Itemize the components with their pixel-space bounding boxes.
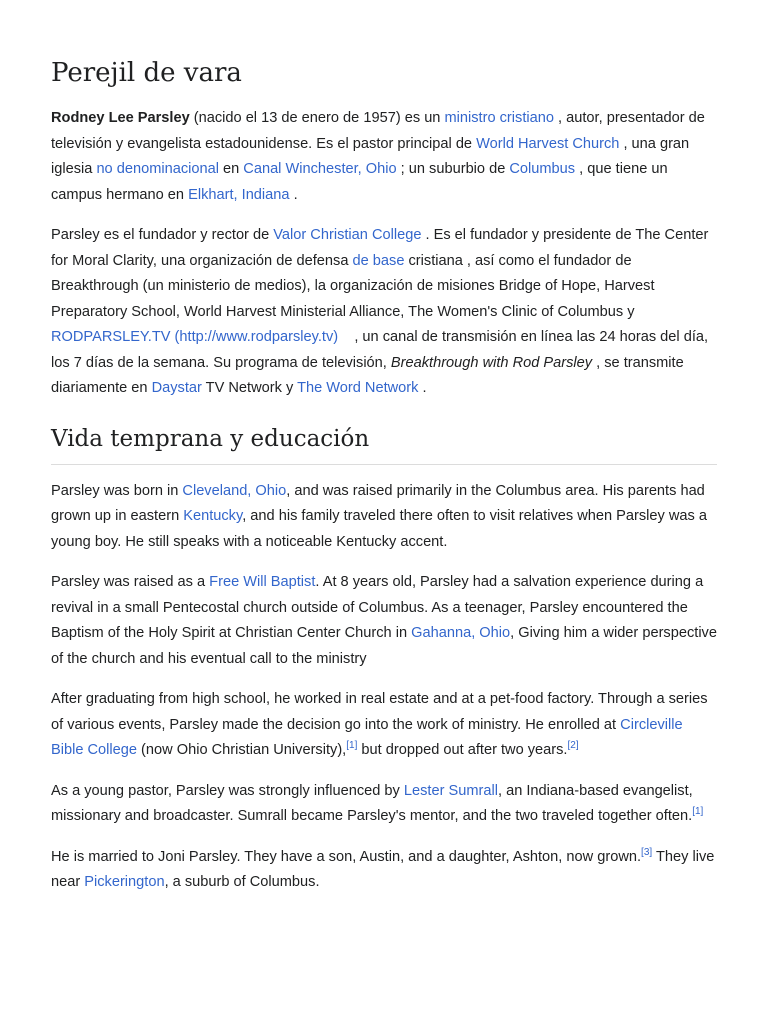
link-elkhart-indiana[interactable]: Elkhart, Indiana: [188, 186, 290, 203]
link-world-harvest-church[interactable]: World Harvest Church: [476, 135, 620, 152]
link-pickerington[interactable]: Pickerington: [84, 874, 165, 890]
section-heading: Vida temprana y educación: [51, 422, 717, 465]
link-kentucky[interactable]: Kentucky: [183, 508, 243, 524]
link-cleveland-ohio[interactable]: Cleveland, Ohio: [182, 482, 287, 499]
link-circleville-bible-college[interactable]: Circleville Bible College: [51, 716, 683, 758]
reference-2[interactable]: [2]: [567, 740, 579, 752]
article-subject: Rodney Lee Parsley: [51, 110, 190, 126]
paragraph: He is married to Joni Parsley. They have a son, Austin, and a daughter, Ashton, now grown.[3] They live near Pickerington, a suburb of Columbus.: [51, 846, 715, 890]
paragraph: Parsley was born in Cleveland, Ohio, and was raised primarily in the Columbus area. His parents had grown up in eastern Kentucky, and his family traveled there often to visit relatives when Parsley was a young boy. He still speaks with a noticeable Kentucky accent.: [51, 482, 707, 550]
paragraph: As a young pastor, Parsley was strongly influenced by Lester Sumrall, an Indiana-based evangelist, missionary and broadcaster. Sumrall became Parsley's mentor, and the two traveled together often.[1]: [51, 782, 704, 824]
page-title: Perejil de vara: [51, 58, 242, 88]
show-title: Breakthrough with Rod Parsley: [390, 354, 593, 371]
link-de-base[interactable]: de base: [352, 252, 405, 269]
link-valor-christian-college[interactable]: Valor Christian College: [273, 227, 422, 243]
link-the-word-network[interactable]: The Word Network: [297, 380, 419, 396]
paragraph: Parsley was raised as a Free Will Baptist. At 8 years old, Parsley had a salvation experience during a revival in a small Pentecostal church outside of Columbus. As a teenager, Parsley encountered the Baptism of the Holy Spirit at Christian Center Church in Gahanna, Ohio, Giving him a wider perspective of the church and his eventual call to the ministry: [51, 574, 717, 667]
reference-1[interactable]: [1]: [692, 806, 704, 818]
early-life-section: [51, 479, 717, 896]
paragraph: Rodney Lee Parsley (nacido el 13 de enero de 1957) es un ministro cristiano , autor, presentador de televisión y evangelista estadounidense. Es el pastor principal de World Harvest Church , una gran iglesia no denominacional en Canal Winchester, Ohio ; un suburbio de Columbus , que tiene un campus hermano en Elkhart, Indiana .: [51, 110, 705, 203]
link-gahanna-ohio[interactable]: Gahanna, Ohio: [411, 625, 511, 641]
link-no-denominacional[interactable]: no denominacional: [96, 161, 219, 177]
link-canal-winchester[interactable]: Canal Winchester, Ohio: [243, 161, 397, 177]
link-free-will-baptist[interactable]: Free Will Baptist: [209, 574, 316, 590]
paragraph: After graduating from high school, he worked in real estate and at a pet-food factory. Through a series of various events, Parsley made the decision go into the work of ministry. He enrolled at Circleville Bible College (now Ohio Christian University),[1] but dropped out after two years.[2]: [51, 691, 708, 758]
intro-section: [51, 106, 717, 402]
link-columbus[interactable]: Columbus: [509, 161, 576, 177]
link-daystar[interactable]: Daystar: [151, 380, 202, 396]
paragraph: Parsley es el fundador y rector de Valor Christian College . Es el fundador y presidente de The Center for Moral Clarity, una organización de defensa de base cristiana , así como el fundador de Breakthrough (un ministerio de medios), la organización de misiones Bridge of Hope, Harvest Preparatory School, World Harvest Ministerial Alliance, The Women's Clinic of Columbus y RODPARSLEY.TV (http://www.rodparsley.tv) , un canal de transmisión en línea las 24 horas del día, los 7 días de la semana. Su programa de televisión, Breakthrough with Rod Parsley , se transmite diariamente en Daystar TV Network y The Word Network .: [51, 227, 713, 396]
reference-1[interactable]: [1]: [346, 740, 358, 752]
reference-3[interactable]: [3]: [641, 846, 653, 858]
link-rodparsley-tv[interactable]: RODPARSLEY.TV (http://www.rodparsley.tv): [51, 329, 339, 345]
link-lester-sumrall[interactable]: Lester Sumrall: [403, 782, 498, 799]
link-ministro-cristiano[interactable]: ministro cristiano: [444, 110, 554, 126]
